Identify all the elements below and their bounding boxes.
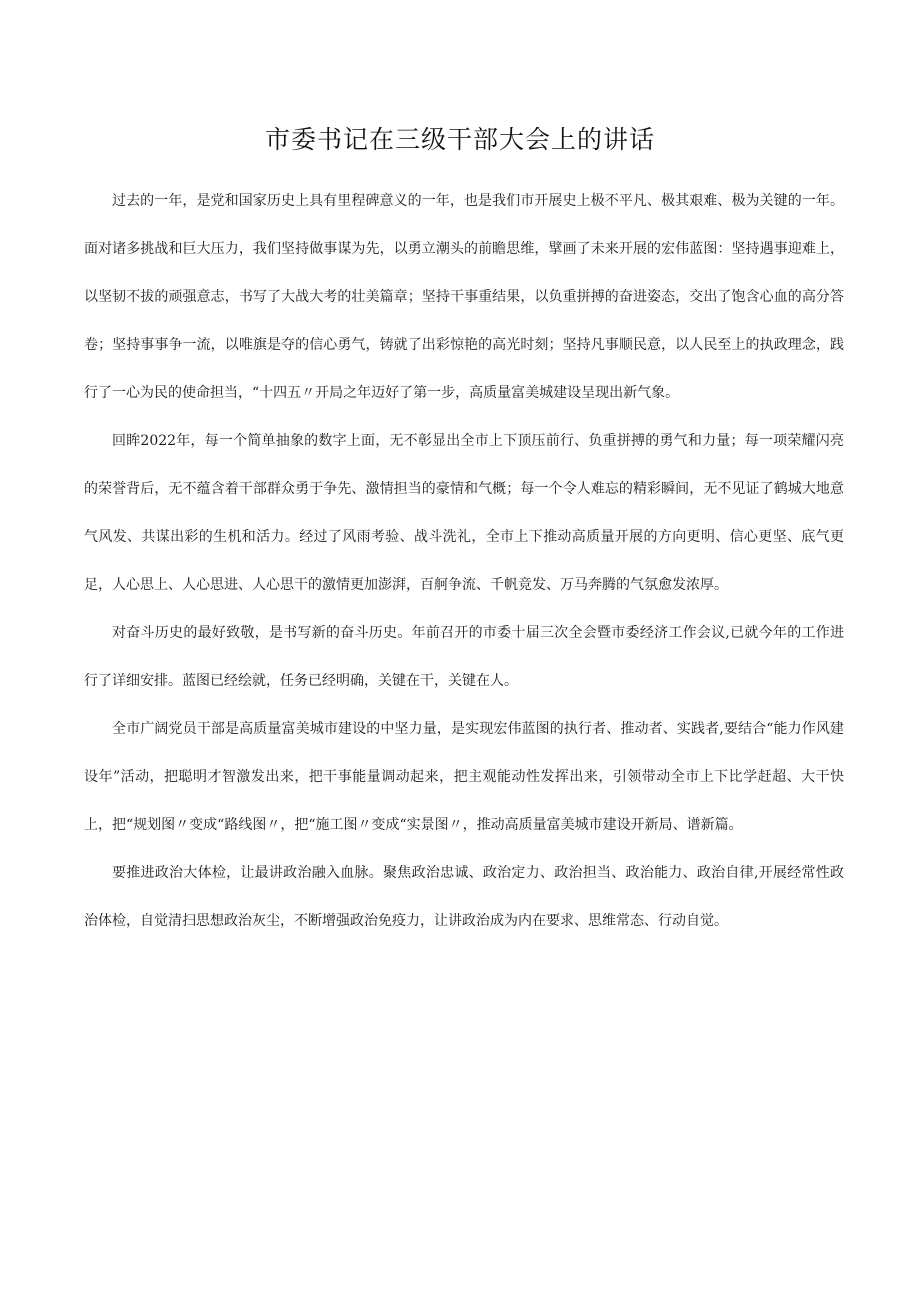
paragraph-3: 对奋斗历史的最好致敬，是书写新的奋斗历史。年前召开的市委十届三次全会暨市委经济工作会议,已就今年的工作进行了详细安排。蓝图已经绘就，任务已经明确，关键在干，关键在人。 <box>84 625 844 689</box>
paragraph-1: 过去的一年，是党和国家历史上具有里程碑意义的一年，也是我们市开展史上极不平凡、极其艰难、极为关键的一年。面对诸多挑战和巨大压力，我们坚持做事谋为先，以勇立潮头的前瞻思维，擘画了未来开展的宏伟蓝图：坚持遇事迎难上，以坚韧不拔的顽强意志，书写了大战大考的壮美篇章；坚持干事重结果，以负重拼搏的奋进姿态，交出了饱含心血的高分答卷；坚持事事争一流，以唯旗是夺的信心勇气，铸就了出彩惊艳的高光时刻；坚持凡事顺民意，以人民至上的执政理念，践行了一心为民的使命担当，“十四五〃开局之年迈好了第一步，高质量富美城建设呈现出新气象。 <box>84 193 844 401</box>
document-body <box>84 177 844 945</box>
paragraph-4: 全市广阔党员干部是高质量富美城市建设的中坚力量，是实现宏伟蓝图的执行者、推动者、实践者,要结合“能力作风建设年”活动，把聪明才智激发出来，把干事能量调动起来，把主观能动性发挥出来，引领带动全市上下比学赶超、大干快上，把“规划图〃变成“路线图〃，把“施工图〃变成“实景图〃，推动高质量富美城市建设开新局、谱新篇。 <box>84 721 844 833</box>
document-title: 市委书记在三级干部大会上的讲话 <box>264 125 655 154</box>
paragraph-2: 回眸2022年，每一个简单抽象的数字上面，无不彰显出全市上下顶压前行、负重拼搏的勇气和力量；每一项荣耀闪亮的荣誉背后，无不蕴含着干部群众勇于争先、激情担当的豪情和气概；每一个令人难忘的精彩瞬间，无不见证了鹤城大地意气风发、共谋出彩的生机和活力。经过了风雨考验、战斗洗礼，全市上下推动高质量开展的方向更明、信心更坚、底气更足，人心思上、人心思进、人心思干的激情更加澎湃，百舸争流、千帆竞发、万马奔腾的气氛愈发浓厚。 <box>84 433 844 593</box>
paragraph-5: 要推进政治大体检，让最讲政治融入血脉。聚焦政治忠诚、政治定力、政治担当、政治能力、政治自律,开展经常性政治体检，自觉清扫思想政治灰尘，不断增强政治免疫力，让讲政治成为内在要求、思维常态、行动自觉。 <box>84 865 844 929</box>
